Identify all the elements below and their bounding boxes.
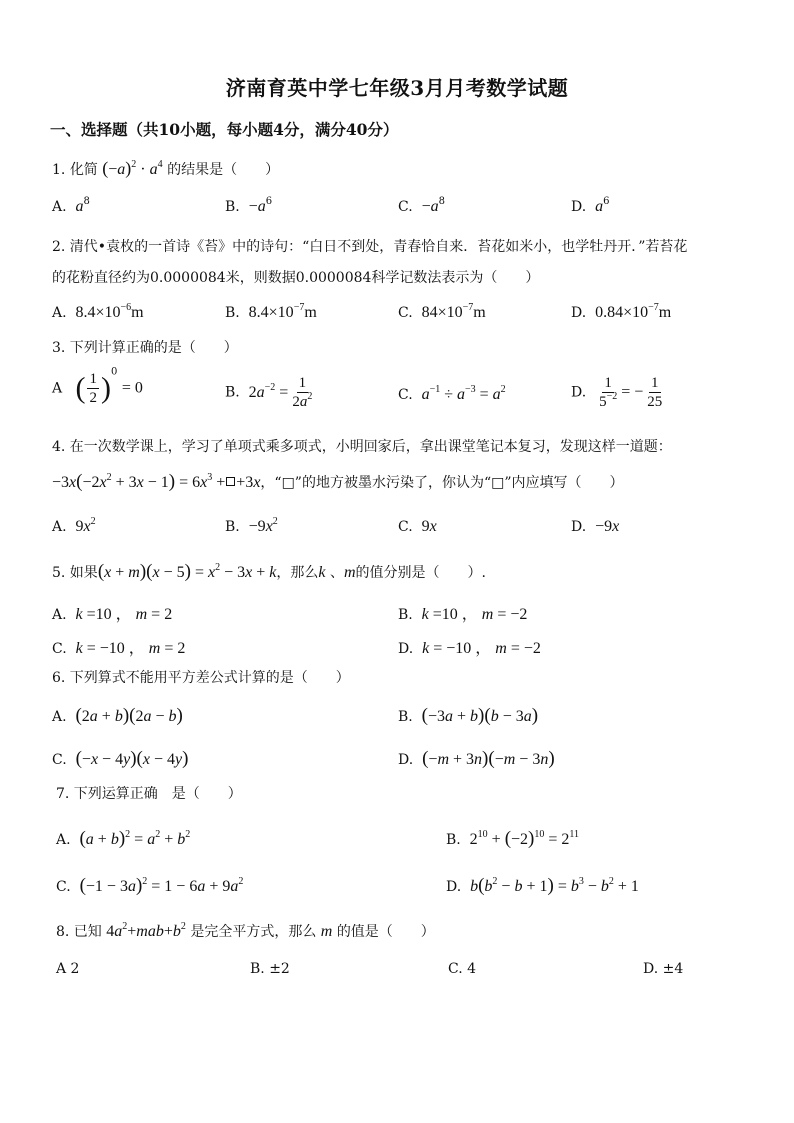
q4-equation: $-3x(-2x^2 + 3x - 1) = 6x^3 + +3x$: [52, 471, 261, 492]
q5-option-c[interactable]: C. k = −10 ， m = 2: [52, 640, 186, 657]
q7-option-d[interactable]: D. $b(b^2 - b + 1) = b^3 - b^2 + 1$: [446, 875, 639, 896]
q8-option-d[interactable]: D. ±4: [643, 961, 684, 977]
q1-number: 1.: [52, 162, 66, 178]
q2-option-b[interactable]: B. $8.4\times 10^{-7}m$: [225, 302, 317, 321]
q8-option-c[interactable]: C. 4: [448, 961, 477, 977]
q2-line1: 2. 清代•袁枚的一首诗《苔》中的诗句：“白日不到处，青春恰自来．苔花如米小，也学牡丹开．”若苔花: [52, 239, 688, 255]
question-5: 5. 如果$(x + m)(x - 5) = x^2 - 3x + k$，那么k 、m的值分别是（ ）.: [52, 561, 486, 582]
q7-option-c[interactable]: C. $(-1 - 3a)^2 = 1 - 6a + 9a^2$: [56, 875, 244, 896]
q4-post: ，“□”的地方被墨水污染了，你认为“□”内应填写（ ）: [260, 475, 624, 491]
q4-option-d[interactable]: D. −9x: [571, 518, 620, 535]
q3-option-c[interactable]: C. $a^{-1} \div a^{-3} = a^2$: [398, 384, 506, 403]
q5-option-d[interactable]: D. k = −10 ， m = −2: [398, 640, 541, 657]
q6-option-d[interactable]: D. (−m + 3n)(−m − 3n): [398, 748, 555, 769]
q5-equation: $(x + m)(x - 5) = x^2 - 3x + k$: [97, 561, 277, 582]
q1-option-a[interactable]: A. $a^8$: [52, 196, 90, 215]
q1-post: 的结果是（ ）: [167, 162, 280, 178]
q8-option-a[interactable]: A 2: [56, 961, 80, 977]
q3-option-d[interactable]: D. $\frac{1}{5^{-2}}$ = − $\frac{1}{25}$: [571, 375, 663, 410]
question-3: 3. 下列计算正确的是（ ）: [52, 340, 238, 356]
q5-option-b[interactable]: B. k =10 ， m = −2: [398, 606, 528, 623]
question-4: 4. 在一次数学课上，学习了单项式乘多项式，小明回家后，拿出课堂笔记本复习，发现这样一道题：: [52, 439, 672, 455]
q6-option-c[interactable]: C. (−x − 4y)(x − 4y): [52, 748, 189, 769]
q1-option-c[interactable]: C. $-a^8$: [398, 196, 445, 215]
q2-option-c[interactable]: C. $84\times 10^{-7}m$: [398, 302, 486, 321]
exam-title: 济南育英中学七年级3月月考数学试题: [225, 76, 569, 100]
q4-option-b[interactable]: B. $-9x^2$: [225, 516, 278, 535]
q1-expression: $(-a)^2 \cdot a^4$: [102, 158, 163, 178]
q3-option-a[interactable]: A ( $\frac{1}{2}$ )$^0$ = 0: [52, 366, 143, 406]
q1-option-d[interactable]: D. $a^6$: [571, 196, 610, 215]
q1-option-b[interactable]: B. $-a^6$: [225, 196, 273, 215]
question-7: 7. 下列运算正确 是（ ）: [56, 786, 242, 802]
q2-option-a[interactable]: A. $8.4\times 10^{-6}m$: [52, 302, 144, 321]
q6-option-b[interactable]: B. (−3a + b)(b − 3a): [398, 705, 539, 726]
q4-equation-line: [52, 472, 624, 493]
q4-option-a[interactable]: A. $9x^2$: [52, 516, 96, 535]
q2-option-d[interactable]: D. $0.84\times 10^{-7}m$: [571, 302, 672, 321]
question-8: 8. 已知 $4a^2+mab+b^2$ 是完全平方式，那么 m 的值是（ ）: [56, 921, 435, 940]
question-2: [52, 232, 747, 294]
q7-option-b[interactable]: B. $2^{10} + (-2)^{10} = 2^{11}$: [446, 828, 580, 849]
q5-option-a[interactable]: A. k =10 ， m = 2: [52, 606, 173, 623]
q4-option-c[interactable]: C. 9x: [398, 518, 437, 535]
q3-option-b[interactable]: B. $2a^{-2}$ = $\frac{1}{2a^2}$: [225, 375, 313, 410]
q8-option-b[interactable]: B. ±2: [250, 961, 290, 977]
q2-line2: 的花粉直径约为0.0000084米，则数据0.0000084科学记数法表示为（ ）: [52, 270, 540, 286]
q6-option-a[interactable]: A. (2a + b)(2a − b): [52, 705, 183, 726]
question-6: 6. 下列算式不能用平方差公式计算的是（ ）: [52, 670, 350, 686]
section-heading: 一、选择题（共10小题，每小题4分，满分40分）: [50, 120, 399, 139]
q7-option-a[interactable]: A. $(a + b)^2 = a^2 + b^2$: [56, 828, 191, 849]
question-1: [52, 158, 279, 180]
q1-pre: 化简: [69, 162, 98, 178]
